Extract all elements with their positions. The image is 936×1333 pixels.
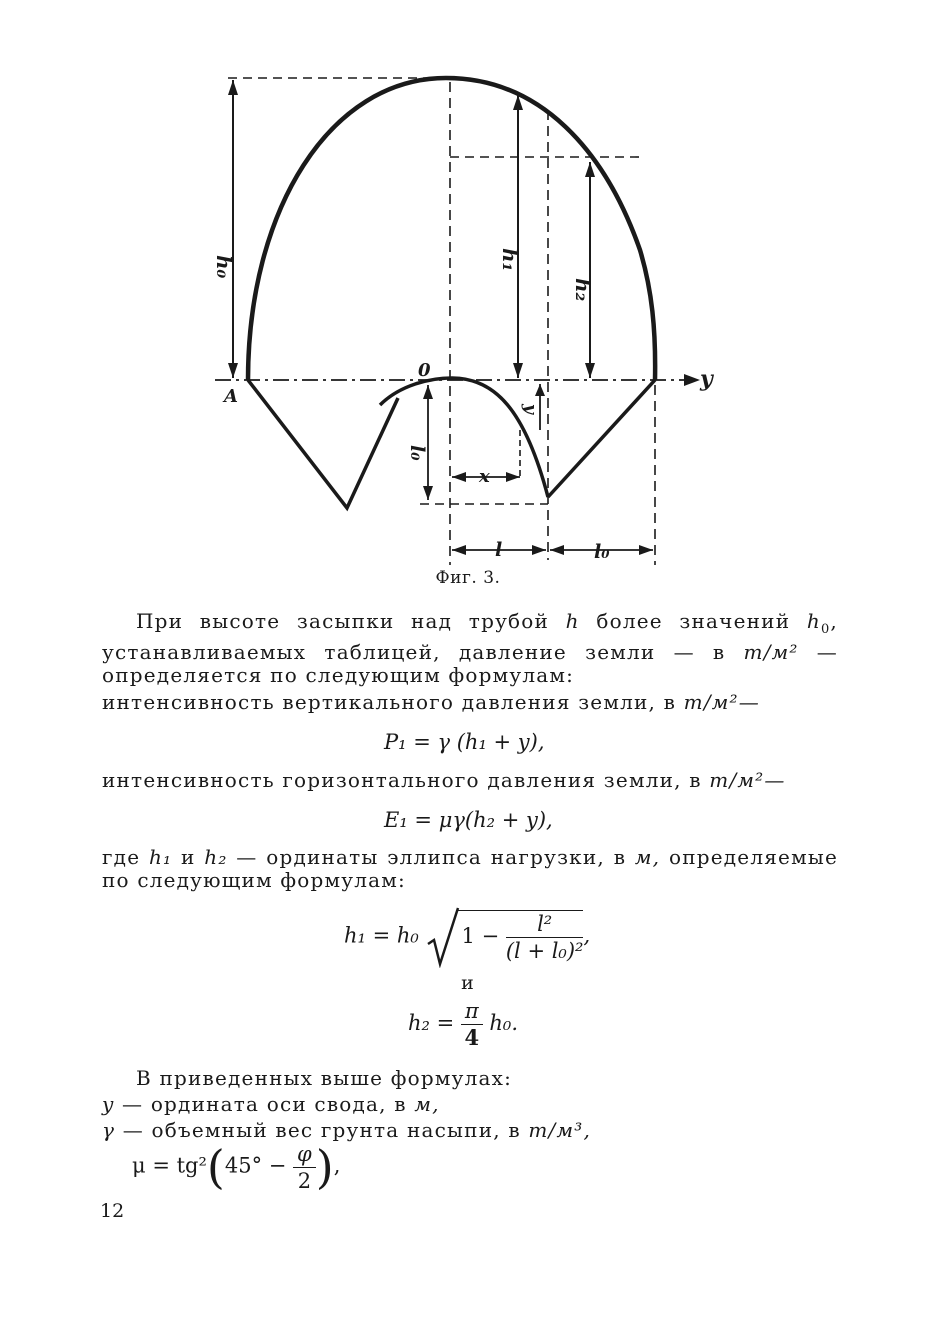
word-and: и xyxy=(461,972,475,994)
formula-e1: E₁ = μγ(h₂ + y), xyxy=(384,808,553,832)
label-l0-vertical: l₀ xyxy=(406,445,428,461)
label-x: x xyxy=(479,466,490,487)
formula-p1: P₁ = γ (h₁ + y), xyxy=(384,730,545,754)
right-v-boundary xyxy=(548,380,655,497)
label-h2: h₂ xyxy=(571,278,595,302)
figure-caption: Фиг. 3. xyxy=(435,568,501,588)
horizontal-pressure-line: интенсивность горизонтального давления земли, в т/м²— xyxy=(102,768,786,792)
label-l0-bottom: l₀ xyxy=(594,541,610,563)
label-y-small: y xyxy=(520,404,540,414)
label-A: A xyxy=(224,386,238,407)
paragraph-ordinates: где h₁ и h₂ — ординаты эллипса нагрузки, в м, определяемые по следующим формулам: xyxy=(102,845,838,892)
paragraph-intro: При высоте засыпки над трубой h более значений $h_0$, устанавливаемых таблицей, давление земли — в т/м² — определяется по следующим формулам: xyxy=(102,609,838,687)
vertical-pressure-line: интенсивность вертикального давления земли, в т/м²— xyxy=(102,690,760,714)
formula-h2: h₂ = $\frac{\pi}{4}$ h₀. xyxy=(408,999,519,1050)
label-y-axis: y xyxy=(700,366,713,392)
left-v-boundary xyxy=(248,380,398,508)
formula-mu: μ = tg²(45° − $\frac{\varphi}{2}$ ), xyxy=(132,1140,341,1194)
sqrt-sign xyxy=(426,906,460,968)
label-h1: h₁ xyxy=(498,248,522,272)
label-h0: h₀ xyxy=(212,255,236,279)
paragraph-definitions-intro: В приведенных выше формулах: xyxy=(136,1066,513,1090)
label-O: 0 xyxy=(418,360,431,381)
definition-gamma: γ — объемный вес грунта насыпи, в т/м³, xyxy=(102,1118,592,1142)
label-l: l xyxy=(495,539,503,561)
formula-h1: h₁ = h₀ 1 − $\frac{\text{l²}}{\text{(l + l₀)²}}$ , xyxy=(344,906,590,968)
page-number: 12 xyxy=(100,1200,125,1222)
definition-y: y — ордината оси свода, в м, xyxy=(102,1092,440,1116)
figure-3-diagram xyxy=(0,0,936,600)
load-ellipse-curve xyxy=(248,78,655,380)
